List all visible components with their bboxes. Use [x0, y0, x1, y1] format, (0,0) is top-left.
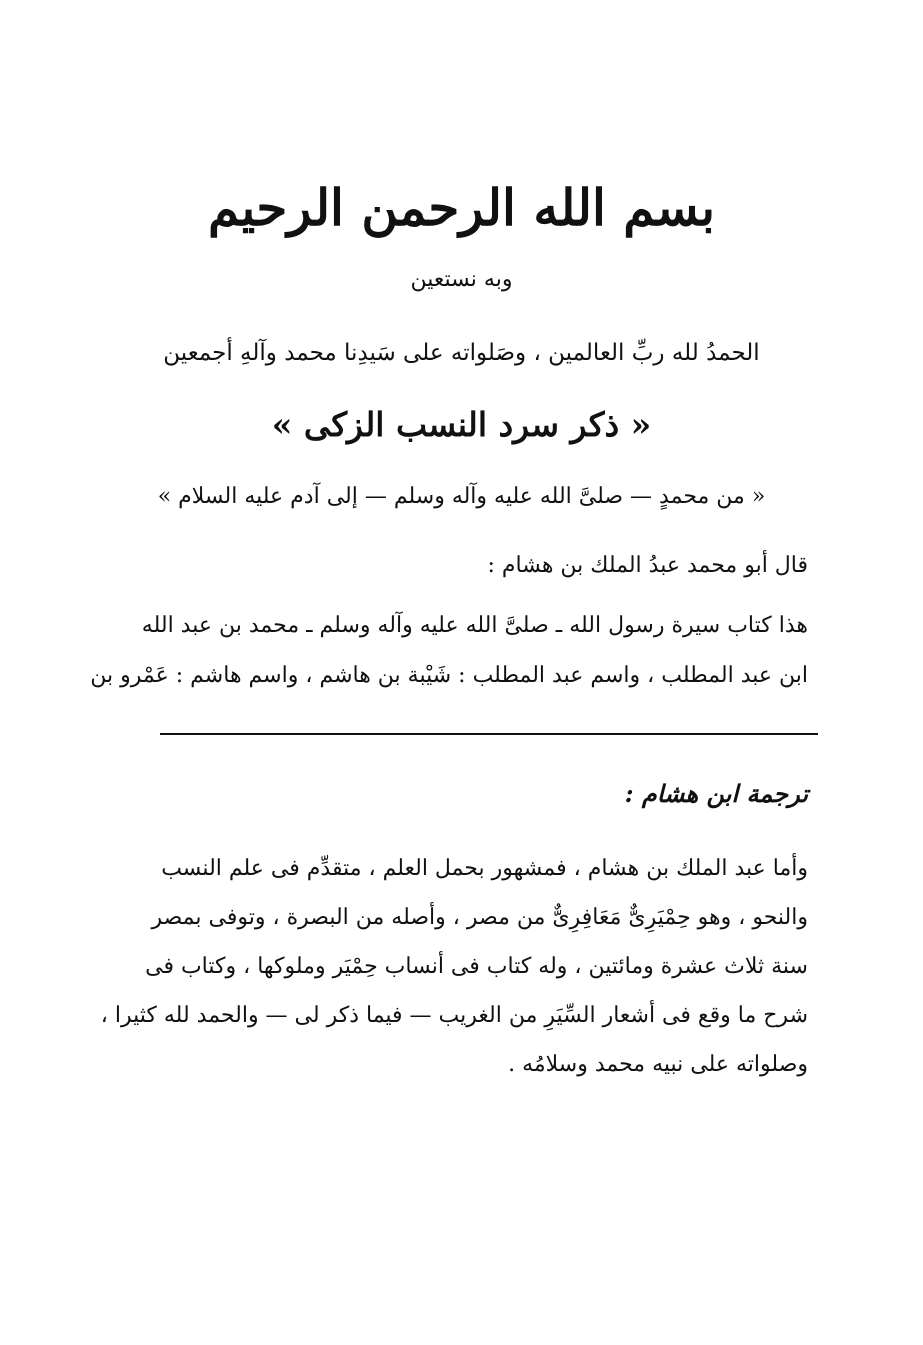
body-line-2: ابن عبد المطلب ، واسم عبد المطلب : شَيْبة بن هاشم ، واسم هاشم : عَمْرو بن: [90, 663, 808, 688]
section-title: « ذكر سرد النسب الزكى »: [271, 405, 652, 444]
praise-line: الحمدُ لله ربِّ العالمين ، وصَلواته على سَيدِنا محمد وآلهِ أجمعين: [163, 340, 760, 366]
body-line-1: هذا كتاب سيرة رسول الله ـ صلىَّ الله عليه وآله وسلم ـ محمد بن عبد الله: [141, 613, 808, 638]
footnote-line-1: وأما عبد الملك بن هشام ، فمشهور بحمل العلم ، متقدِّم فى علم النسب: [161, 856, 808, 881]
footnote-line-2: والنحو ، وهو حِمْيَرِىٌّ مَعَافِرِىٌّ من مصر ، وأصله من البصرة ، وتوفى بمصر: [151, 905, 808, 930]
footnote-title: ترجمة ابن هشام :: [624, 779, 808, 808]
footnote-divider: [160, 733, 818, 735]
footnote-line-5: وصلواته على نبيه محمد وسلامُه .: [508, 1052, 808, 1077]
footnote-paragraph: [100, 844, 808, 1089]
basmala-calligraphy: بسم الله الرحمن الرحيم: [207, 178, 716, 237]
section-subtitle: « من محمدٍ — صلىَّ الله عليه وآله وسلم — إلى آدم عليه السلام »: [157, 484, 766, 509]
footnote-line-3: سنة ثلاث عشرة ومائتين ، وله كتاب فى أنساب حِمْيَر وملوكها ، وكتاب فى: [145, 954, 808, 979]
footnote-line-4: شرح ما وقع فى أشعار السِّيَرِ من الغريب — فيما ذكر لى — والحمد لله كثيرا ،: [100, 1003, 808, 1028]
intro-line: قال أبو محمد عبدُ الملك بن هشام :: [487, 553, 808, 578]
invocation-text: وبه نستعين: [410, 267, 513, 292]
